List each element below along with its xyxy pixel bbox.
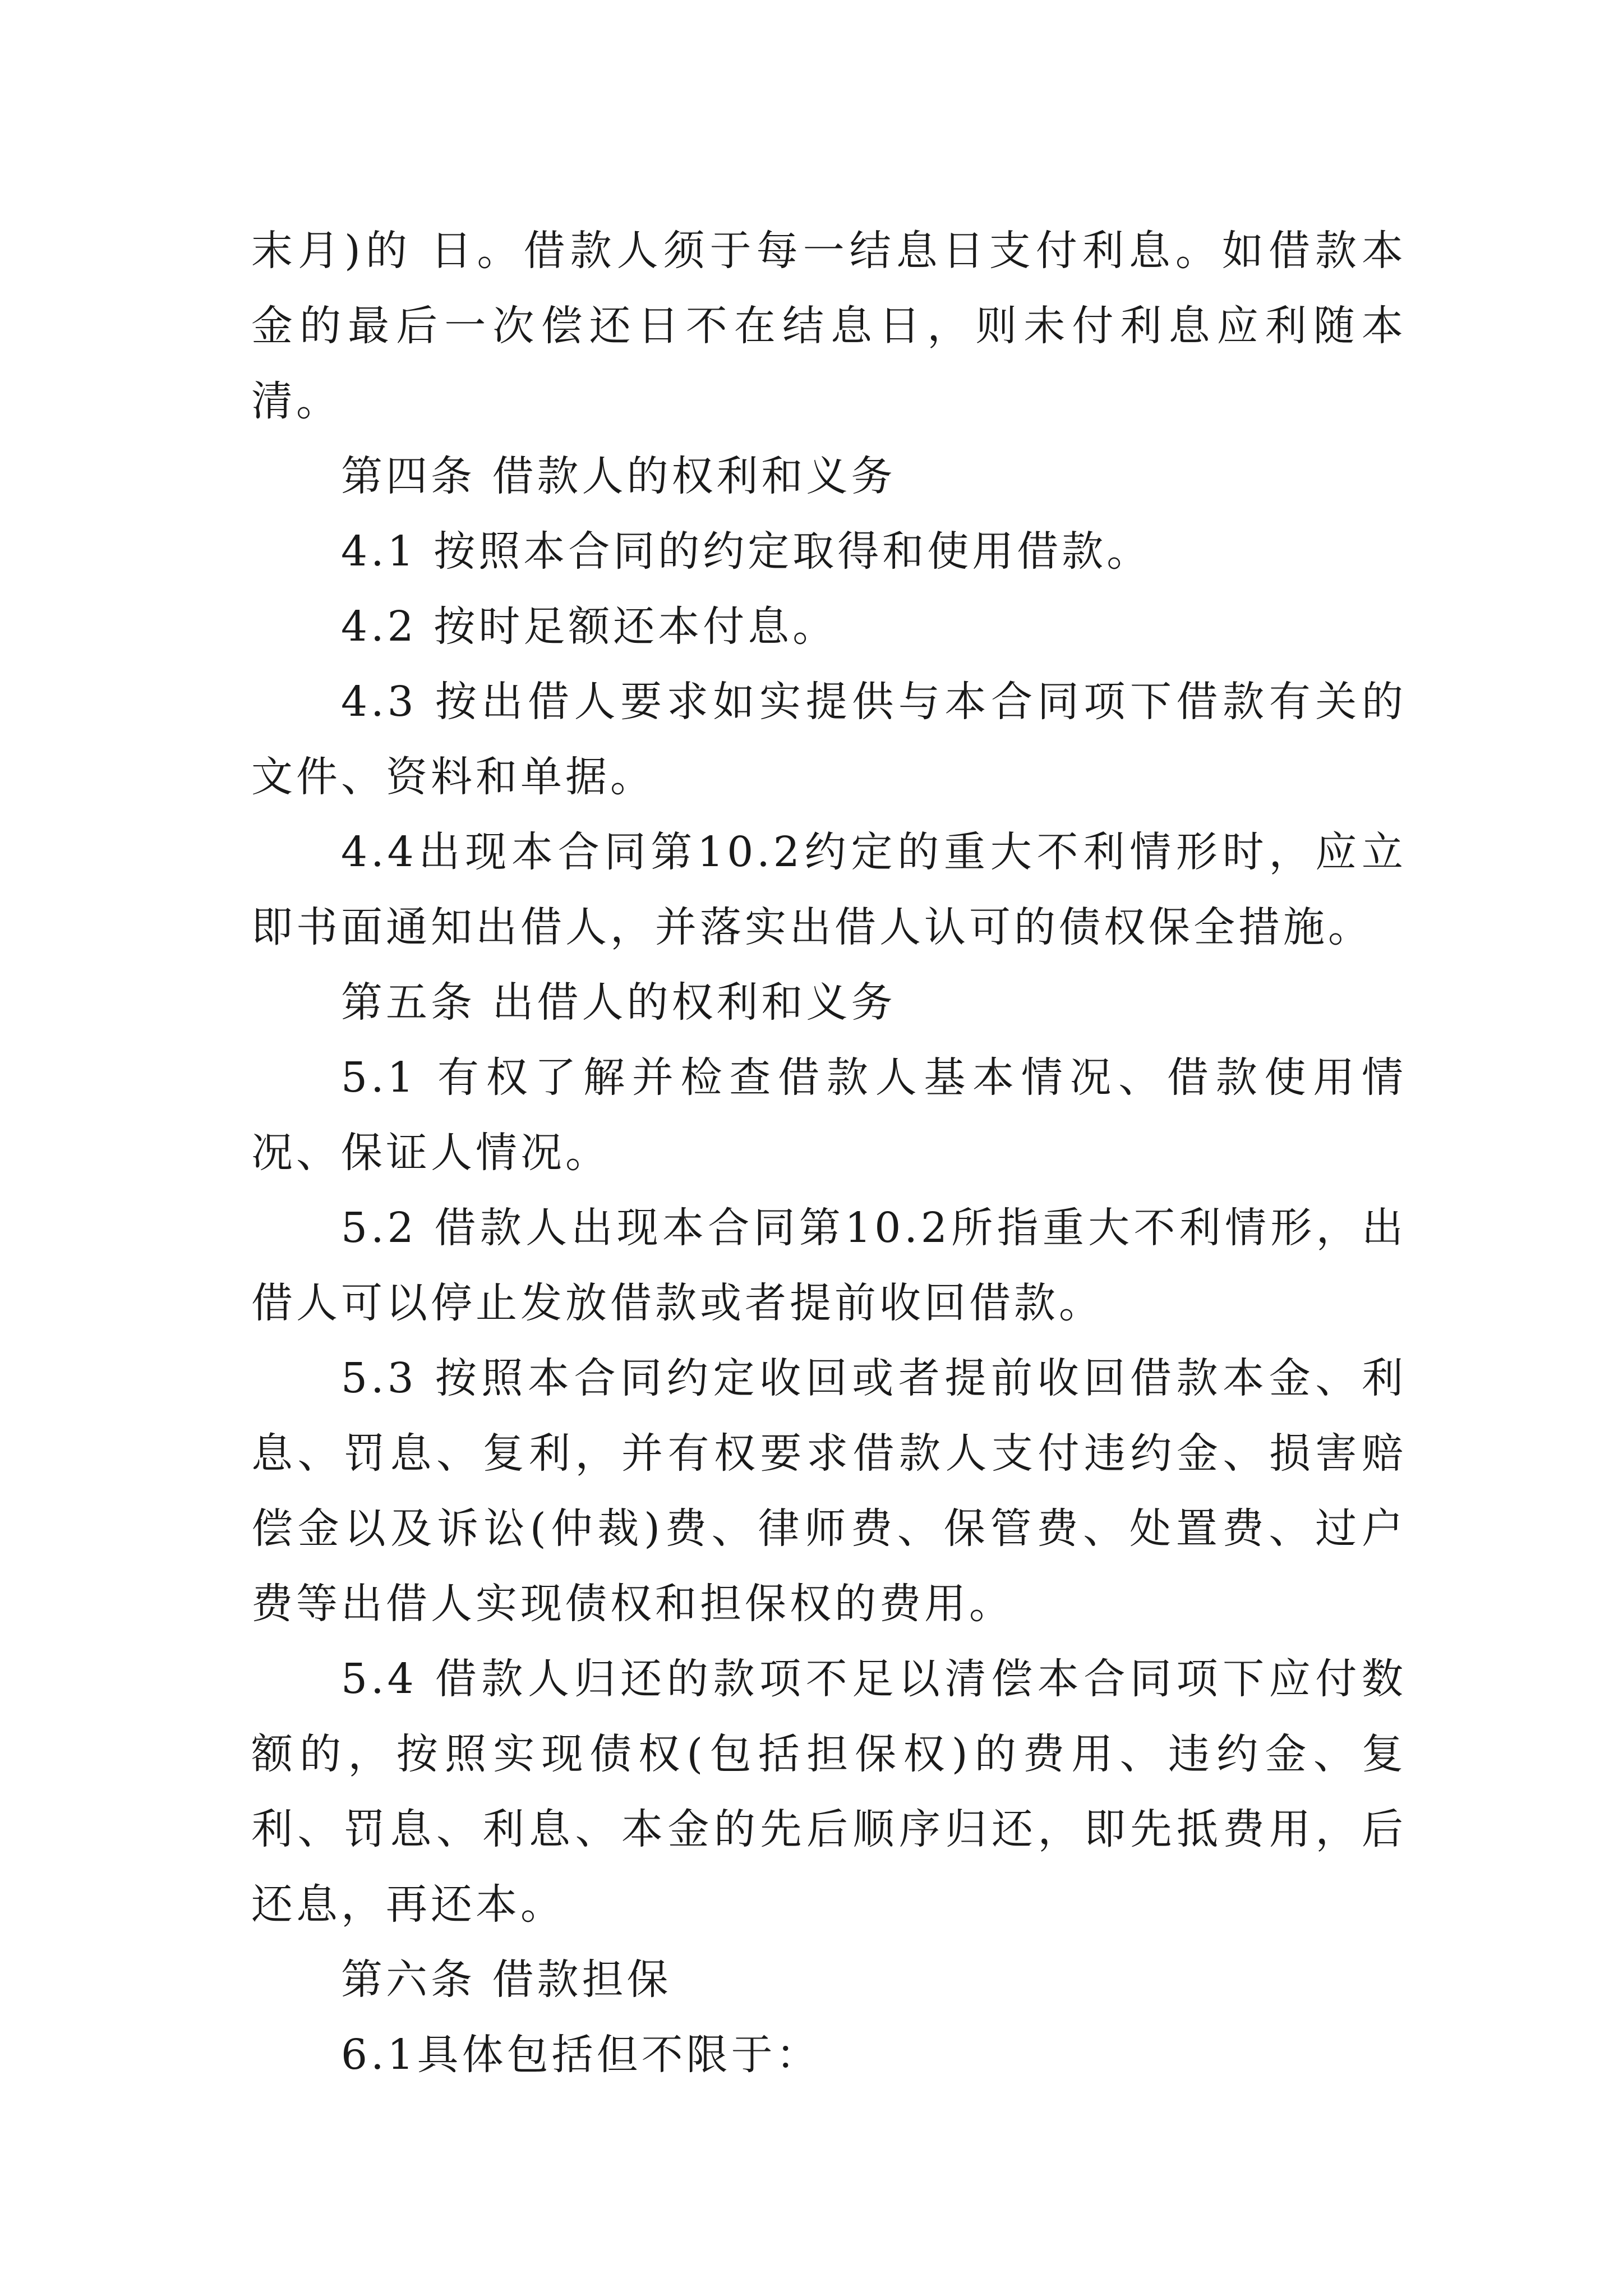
clause-5-1: 5.1 有权了解并检查借款人基本情况、借款使用情况、保证人情况。 — [251, 1053, 1407, 1177]
document-body — [251, 213, 1407, 2092]
heading-article-6: 第六条 借款担保 — [341, 1955, 672, 2004]
clause-4-4: 4.4出现本合同第10.2约定的重大不利情形时，应立即书面通知出借人，并落实出借人认可的债权保全措施。 — [251, 828, 1407, 951]
clause-5-2: 5.2 借款人出现本合同第10.2所指重大不利情形，出借人可以停止发放借款或者提前收回借款。 — [251, 1204, 1407, 1327]
heading-article-5: 第五条 出借人的权利和义务 — [341, 978, 896, 1027]
heading-article-4: 第四条 借款人的权利和义务 — [341, 452, 896, 500]
clause-4-1: 4.1 按照本合同的约定取得和使用借款。 — [341, 527, 1152, 576]
clause-4-2: 4.2 按时足额还本付息。 — [341, 602, 838, 651]
clause-4-3: 4.3 按出借人要求如实提供与本合同项下借款有关的文件、资料和单据。 — [251, 678, 1407, 801]
clause-5-4: 5.4 借款人归还的款项不足以清偿本合同项下应付数额的，按照实现债权(包括担保权)的费用、违约金、复利、罚息、利息、本金的先后顺序归还，即先抵费用，后还息，再还本。 — [251, 1655, 1407, 1929]
paragraph-interest-settlement: 末月)的 日。借款人须于每一结息日支付利息。如借款本金的最后一次偿还日不在结息日，则未付利息应利随本清。 — [251, 227, 1407, 425]
clause-5-3: 5.3 按照本合同约定收回或者提前收回借款本金、利息、罚息、复利，并有权要求借款人支付违约金、损害赔偿金以及诉讼(仲裁)费、律师费、保管费、处置费、过户费等出借人实现债权和担保权的费用。 — [251, 1354, 1407, 1628]
clause-6-1: 6.1具体包括但不限于： — [341, 2031, 821, 2079]
